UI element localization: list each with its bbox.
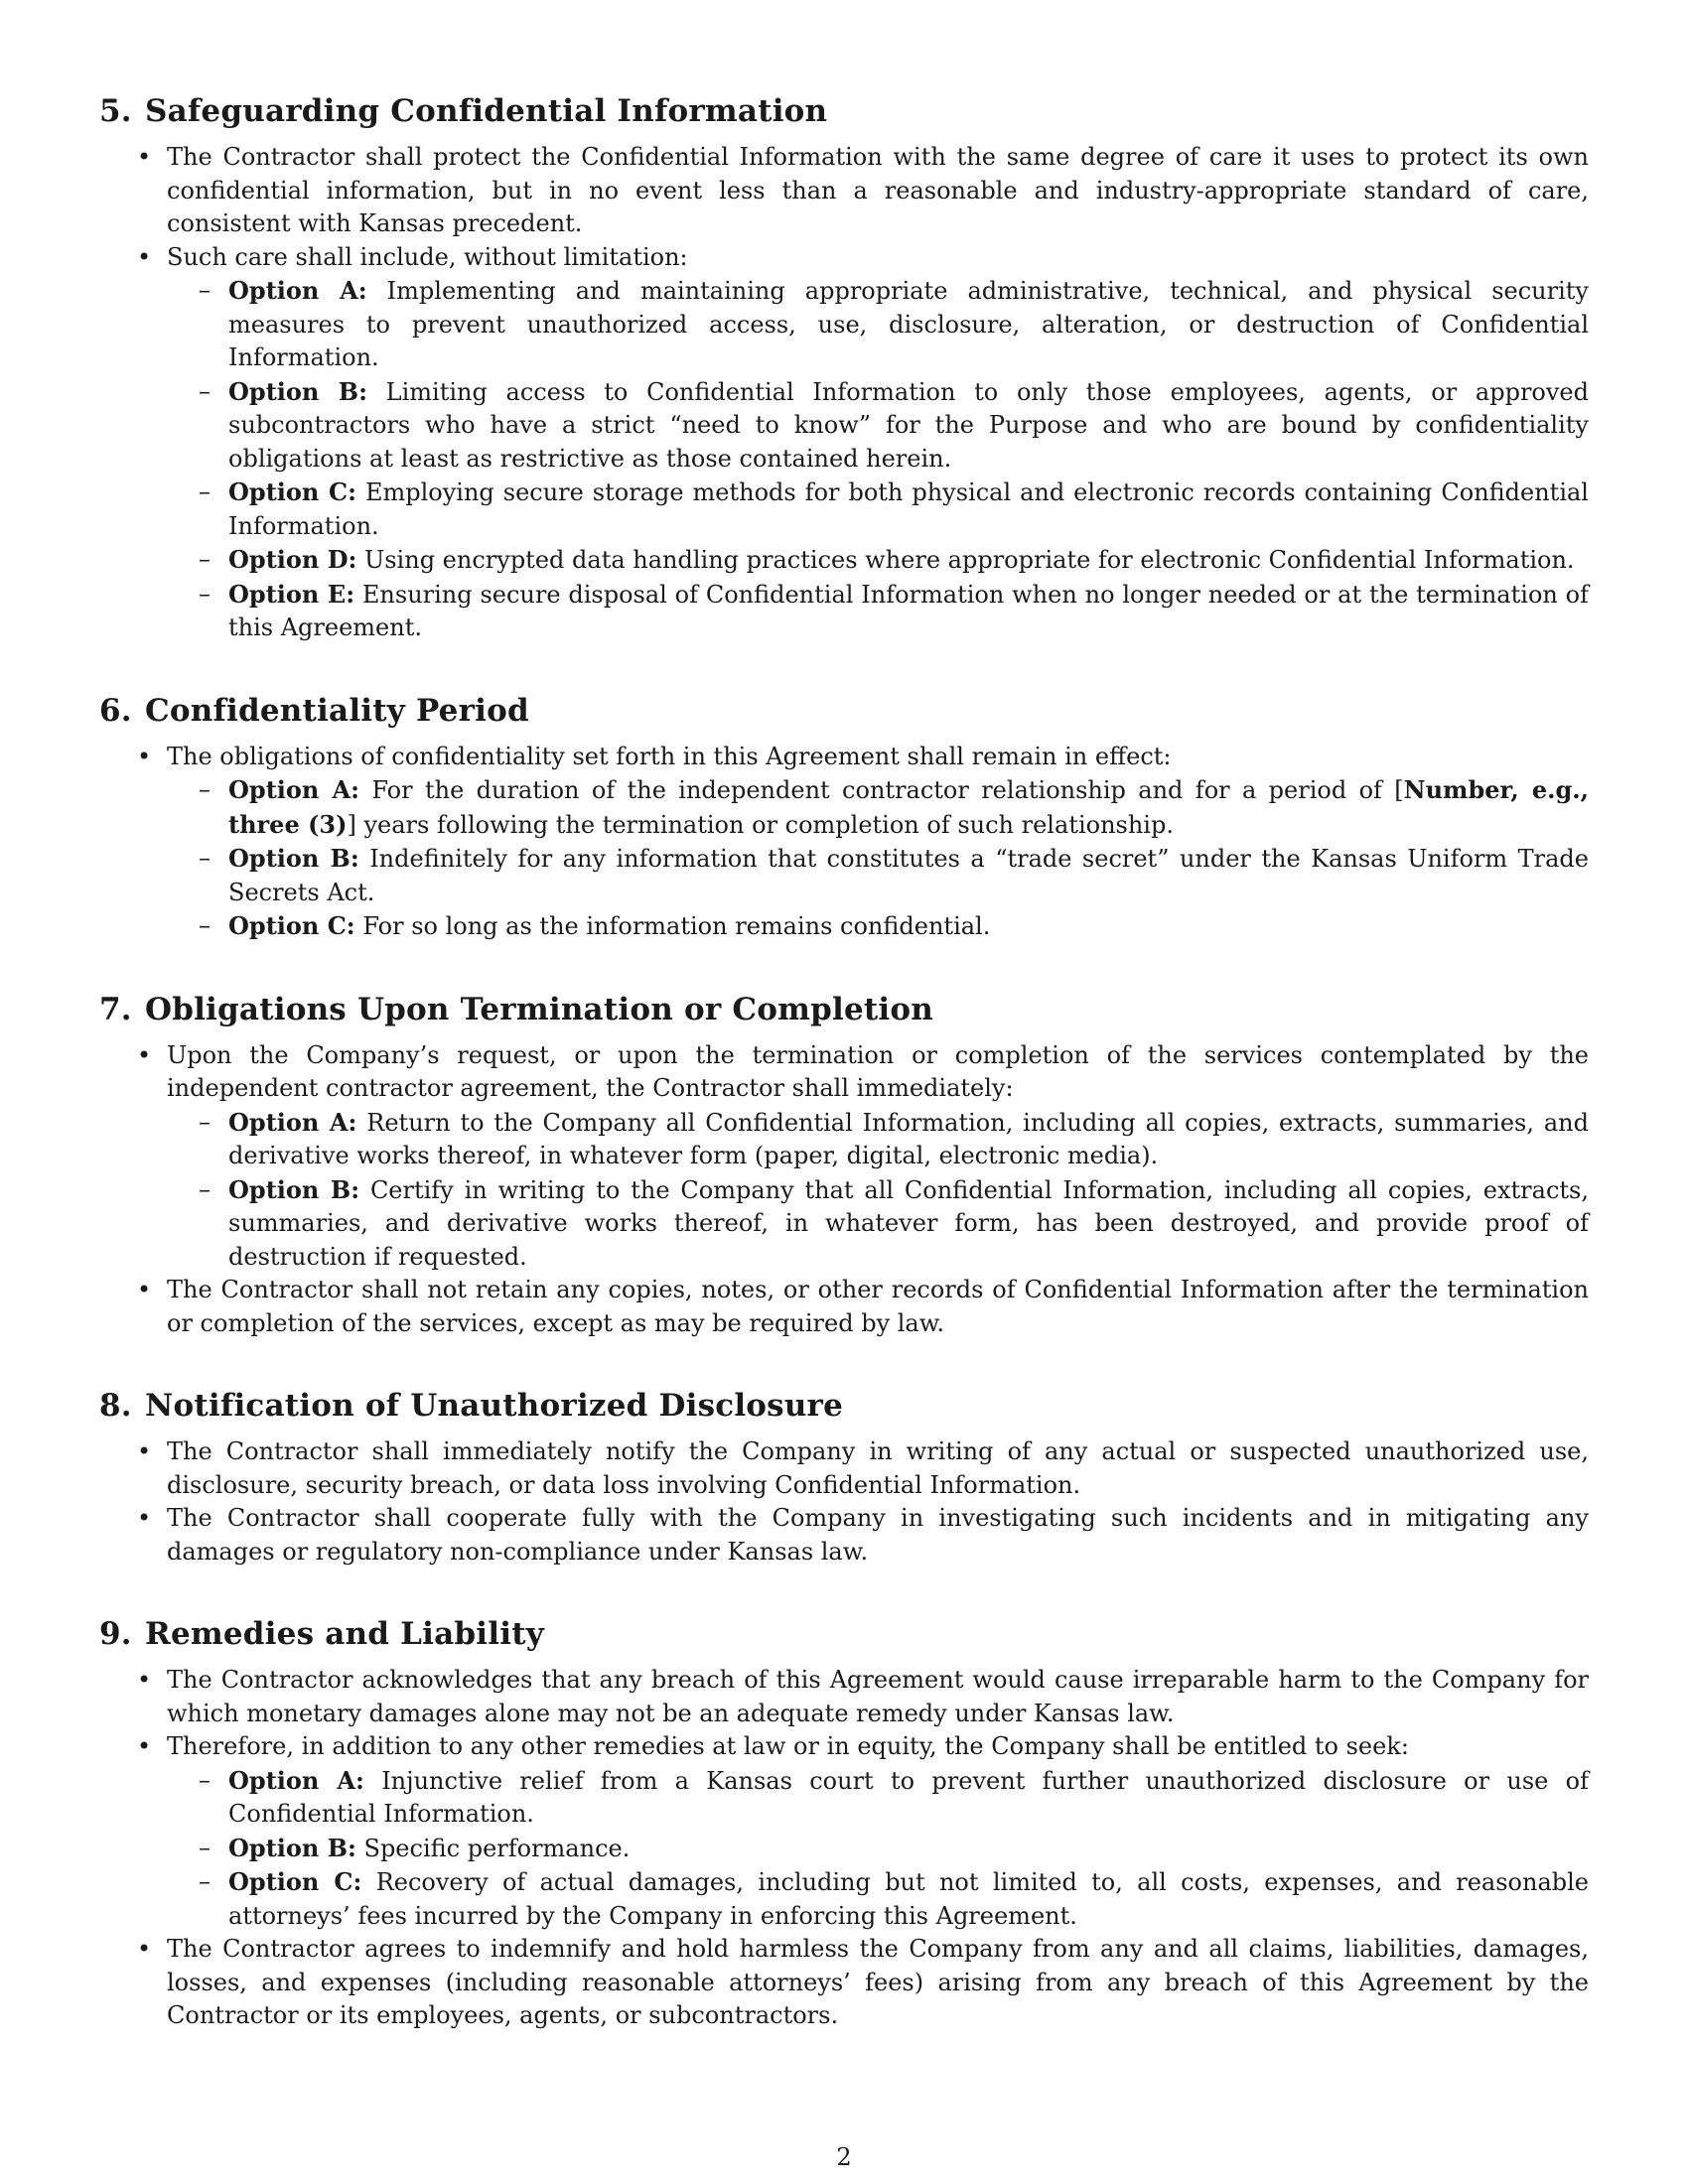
section-number: 6. xyxy=(99,692,132,729)
list-item xyxy=(99,1274,1589,1340)
option-item xyxy=(167,773,1589,842)
bullet-list xyxy=(99,1039,1589,1341)
option-list xyxy=(167,274,1589,645)
section-number: 7. xyxy=(99,991,132,1027)
option-item xyxy=(167,909,1589,944)
option-item xyxy=(167,1865,1589,1933)
option-label: Option B: xyxy=(228,1833,356,1862)
page-number: 2 xyxy=(836,2143,852,2171)
section-6 xyxy=(99,691,1589,944)
section-title: Obligations Upon Termination or Completion xyxy=(145,991,933,1027)
option-label: Option B: xyxy=(228,1174,360,1204)
option-label: Option C: xyxy=(228,911,355,940)
option-text: Recovery of actual damages, including but not limited to, all costs, expenses, and reasonable attorneys’ fees incurred by the Company in enforcing this Agreement. xyxy=(228,1868,1590,1930)
option-text: Implementing and maintaining appropriate administrative, technical, and physical security measures to prevent unauthorized access, use, disclosure, alteration, or destruction of Confidential Information. xyxy=(228,277,1589,371)
bullet-text: The Contractor shall immediately notify the Company in writing of any actual or suspected unauthorized use, disclosure, security breach, or data loss involving Confidential Information. xyxy=(167,1437,1589,1499)
option-list xyxy=(167,1764,1589,1934)
bullet-text: Such care shall include, without limitation: xyxy=(167,242,688,271)
section-8 xyxy=(99,1386,1589,1569)
section-7 xyxy=(99,990,1589,1341)
bullet-list xyxy=(99,141,1589,645)
option-label: Option B: xyxy=(228,376,367,406)
bullet-text: The obligations of confidentiality set forth in this Agreement shall remain in effect: xyxy=(167,742,1172,770)
option-label: Option C: xyxy=(228,1867,362,1896)
bullet-text: The Contractor shall cooperate fully with the Company in investigating such incidents and in mitigating any damages or regulatory non-compliance under Kansas law. xyxy=(167,1504,1589,1566)
option-label: Option C: xyxy=(228,478,356,506)
option-label: Option A: xyxy=(228,276,367,305)
list-item xyxy=(99,1502,1589,1569)
list-item xyxy=(99,741,1589,944)
bullet-text: The Contractor agrees to indemnify and hold harmless the Company from any and all claims, liabilities, damages, losses, and expenses (including reasonable attorneys’ fees) arising from any breach of this Agreement by the Contractor or its employees, agents, or subcontractors. xyxy=(167,1935,1589,2029)
section-title: Confidentiality Period xyxy=(145,692,529,729)
list-item xyxy=(99,141,1589,241)
option-list xyxy=(167,1106,1589,1275)
option-item xyxy=(167,476,1589,543)
option-text: For so long as the information remains confidential. xyxy=(362,912,991,940)
option-label: Option A: xyxy=(228,1107,357,1137)
option-text: Using encrypted data handling practices where appropriate for electronic Confidential Information. xyxy=(364,546,1575,574)
option-text: Injunctive relief from a Kansas court to prevent further unauthorized disclosure or use of Confidential Information. xyxy=(228,1766,1589,1828)
option-item xyxy=(167,842,1589,909)
option-item xyxy=(167,578,1589,645)
section-heading xyxy=(99,1614,1589,1654)
section-number: 5. xyxy=(99,93,132,129)
option-item xyxy=(167,543,1589,578)
option-text: Return to the Company all Confidential Information, including all copies, extracts, summaries, and derivative works thereof, in whatever form (paper, digital, electronic media). xyxy=(228,1108,1589,1169)
option-label: Option D: xyxy=(228,545,357,574)
list-item xyxy=(99,1664,1589,1730)
section-9 xyxy=(99,1614,1589,2033)
section-heading xyxy=(99,91,1589,131)
placeholder-text: Number, e.g., three (3) xyxy=(228,775,1589,839)
list-item xyxy=(99,1933,1589,2033)
option-label: Option A: xyxy=(228,775,359,804)
list-item xyxy=(99,1039,1589,1275)
option-text: Limiting access to Confidential Information to only those employees, agents, or approved subcontractors who have a strict “need to know” for the Purpose and who are bound by confidentiality obligations at least as restrictive as those contained herein. xyxy=(228,377,1589,473)
section-heading xyxy=(99,1386,1589,1426)
option-list xyxy=(167,773,1589,944)
list-item xyxy=(99,1730,1589,1933)
option-text: Indefinitely for any information that constitutes a “trade secret” under the Kansas Uniform Trade Secrets Act. xyxy=(228,845,1590,906)
bullet-text: The Contractor shall not retain any copies, notes, or other records of Confidential Information after the termination or completion of the services, except as may be required by law. xyxy=(167,1276,1589,1337)
section-5 xyxy=(99,91,1589,645)
section-title: Remedies and Liability xyxy=(145,1616,544,1652)
bullet-list xyxy=(99,1664,1589,2033)
section-number: 8. xyxy=(99,1388,132,1424)
option-text: Ensuring secure disposal of Confidential Information when no longer needed or at the termination of this Agreement. xyxy=(228,580,1590,641)
option-text: Specific performance. xyxy=(363,1834,631,1862)
section-title: Safeguarding Confidential Information xyxy=(145,93,828,129)
list-item xyxy=(99,1435,1589,1502)
option-item xyxy=(167,1764,1589,1832)
bullet-text: Therefore, in addition to any other remedies at law or in equity, the Company shall be entitled to seek: xyxy=(167,1732,1409,1760)
bullet-text: The Contractor acknowledges that any breach of this Agreement would cause irreparable harm to the Company for which monetary damages alone may not be an adequate remedy under Kansas law. xyxy=(167,1666,1589,1727)
option-text: Certify in writing to the Company that all Confidential Information, including all copies, extracts, summaries, and derivative works thereof, in whatever form, has been destroyed, and provide proof of destruction if requested. xyxy=(228,1175,1589,1271)
option-text-after: ] years following the termination or completion of such relationship. xyxy=(347,810,1174,839)
bullet-text: Upon the Company’s request, or upon the termination or completion of the services contemplated by the independent contractor agreement, the Contractor shall immediately: xyxy=(167,1040,1589,1102)
section-heading xyxy=(99,691,1589,731)
bullet-list xyxy=(99,1435,1589,1569)
option-text: Employing secure storage methods for both physical and electronic records containing Confidential Information. xyxy=(228,478,1589,540)
option-item xyxy=(167,274,1589,375)
option-label: Option A: xyxy=(228,1765,364,1795)
section-title: Notification of Unauthorized Disclosure xyxy=(145,1388,844,1424)
list-item xyxy=(99,241,1589,645)
option-text-before: For the duration of the independent contractor relationship and for a period of [ xyxy=(371,776,1404,804)
option-label: Option E: xyxy=(228,579,355,609)
option-label: Option B: xyxy=(228,844,359,873)
document-body xyxy=(99,91,1589,2079)
option-item xyxy=(167,1832,1589,1866)
section-heading xyxy=(99,990,1589,1029)
bullet-text: The Contractor shall protect the Confidential Information with the same degree of care it uses to protect its own confidential information, but in no event less than a reasonable and industry-appropriate standard of care, consistent with Kansas precedent. xyxy=(167,143,1589,237)
option-item xyxy=(167,1173,1589,1275)
option-item xyxy=(167,1106,1589,1173)
bullet-list xyxy=(99,741,1589,944)
section-number: 9. xyxy=(99,1616,132,1652)
option-item xyxy=(167,375,1589,477)
